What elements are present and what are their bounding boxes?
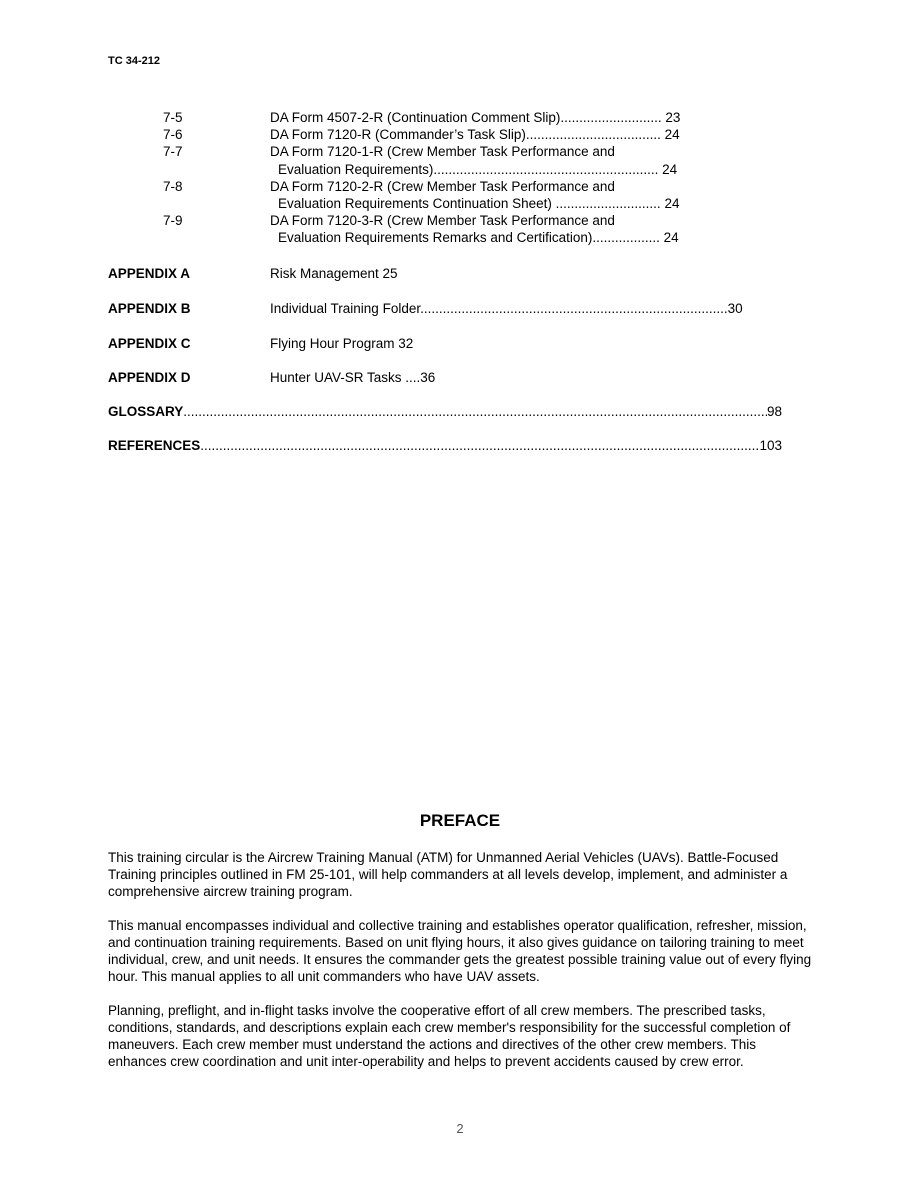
figure-entry bbox=[108, 109, 808, 126]
appendix-title: Flying Hour Program 32 bbox=[270, 336, 414, 351]
glossary-page: 98 bbox=[766, 404, 782, 419]
figure-title: DA Form 7120-R (Commander’s Task Slip).................................... 24 bbox=[270, 127, 680, 143]
figure-title bbox=[270, 212, 808, 246]
figure-title-continuation: Evaluation Requirements Remarks and Certification).................. 24 bbox=[278, 230, 679, 246]
figure-title: DA Form 4507-2-R (Continuation Comment Slip)........................... 23 bbox=[270, 110, 681, 125]
figure-number: 7-5 bbox=[163, 110, 183, 125]
figure-number: 7-6 bbox=[163, 127, 183, 143]
document-id: TC 34-212 bbox=[108, 55, 160, 67]
figure-title-continuation: Evaluation Requirements)............................................................ 24 bbox=[278, 161, 678, 177]
dot-leader bbox=[200, 437, 759, 454]
toc-appendix-c bbox=[108, 335, 808, 352]
appendix-label: APPENDIX B bbox=[108, 301, 191, 316]
toc-appendix-b bbox=[108, 300, 808, 317]
figure-title bbox=[270, 143, 808, 177]
preface-paragraph: This manual encompasses individual and collective training and establishes operator qualification, refresher, mission, and continuation training requirements. Based on unit flying hours, it also gives guidance on tailoring training to meet individual, crew, and unit needs. It ensures the commander gets the greatest possible training value out of every flying hour. This manual applies to all unit commanders who have UAV assets. bbox=[108, 918, 812, 984]
dot-leader bbox=[183, 403, 767, 420]
toc-appendix-a bbox=[108, 265, 808, 282]
figure-entry bbox=[108, 178, 808, 212]
page-number: 2 bbox=[456, 1121, 464, 1136]
toc-appendix-d bbox=[108, 369, 808, 386]
references-page: 103 bbox=[759, 438, 782, 453]
preface-title: PREFACE bbox=[419, 811, 501, 830]
figure-title-line: DA Form 7120-1-R (Crew Member Task Performance and bbox=[270, 144, 615, 160]
figure-entry bbox=[108, 212, 808, 246]
figure-title-line: DA Form 7120-2-R (Crew Member Task Performance and bbox=[270, 178, 615, 194]
appendix-title: Individual Training Folder..................................................................................30 bbox=[270, 301, 743, 316]
preface-paragraph: Planning, preflight, and in-flight tasks involve the cooperative effort of all crew members. The prescribed tasks, conditions, standards, and descriptions explain each crew member's responsibility for the successful completion of maneuvers. Each crew member must understand the actions and directives of the other crew members. This enhances crew coordination and unit inter-operability and helps to prevent accidents caused by crew error. bbox=[108, 1003, 791, 1069]
figure-title-line: DA Form 7120-3-R (Crew Member Task Performance and bbox=[270, 213, 615, 229]
toc-glossary bbox=[108, 403, 782, 420]
figure-title-continuation: Evaluation Requirements Continuation Sheet) ............................ 24 bbox=[278, 196, 680, 212]
figure-number: 7-9 bbox=[163, 213, 183, 229]
figure-entry bbox=[108, 143, 808, 177]
toc-references bbox=[108, 437, 782, 454]
appendix-label: APPENDIX C bbox=[108, 336, 191, 351]
appendix-label: APPENDIX A bbox=[108, 266, 191, 281]
figure-number: 7-7 bbox=[163, 144, 183, 160]
figure-number: 7-8 bbox=[163, 178, 183, 194]
glossary-label: GLOSSARY bbox=[108, 404, 184, 419]
appendix-title: Risk Management 25 bbox=[270, 266, 398, 281]
figure-list bbox=[108, 109, 808, 247]
figure-entry bbox=[108, 126, 808, 143]
preface-paragraph: This training circular is the Aircrew Training Manual (ATM) for Unmanned Aerial Vehicles (UAVs). Battle-Focused Training principles outlined in FM 25-101, will help commanders at all levels develop, implement, and administer a comprehensive aircrew training program. bbox=[108, 850, 788, 899]
appendix-label: APPENDIX D bbox=[108, 370, 191, 385]
references-label: REFERENCES bbox=[108, 438, 201, 453]
figure-title bbox=[270, 178, 808, 212]
appendix-title: Hunter UAV-SR Tasks ....36 bbox=[270, 370, 436, 385]
